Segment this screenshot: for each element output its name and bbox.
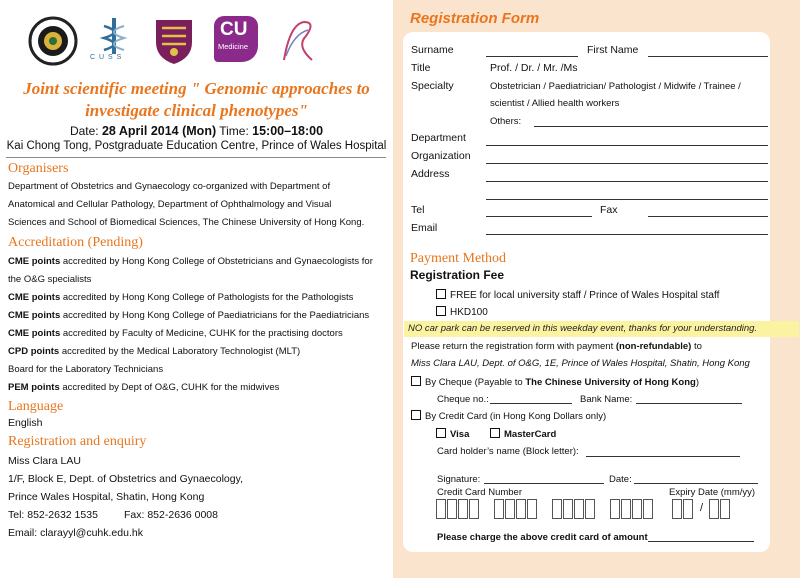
mastercard-option[interactable]: MasterCard <box>490 428 556 440</box>
pay-by-credit-card-option[interactable]: By Credit Card (in Hong Kong Dollars only) <box>411 410 606 422</box>
address-label: Address <box>411 168 450 180</box>
organization-label: Organization <box>411 150 471 162</box>
university-crest-icon <box>152 16 196 66</box>
accreditation-item: PEM points accredited by Dept of O&G, CUHK for the midwives <box>8 382 280 393</box>
contact-tel: Tel: 852-2632 1535 <box>8 509 98 521</box>
card-digit-box[interactable] <box>643 499 653 519</box>
language-value: English <box>8 417 43 429</box>
cu-medicine-logo <box>214 16 258 62</box>
language-heading: Language <box>8 399 64 414</box>
date-field[interactable] <box>634 483 758 484</box>
organization-field[interactable] <box>486 163 768 164</box>
specialty-options[interactable]: scientist / Allied health workers <box>490 98 620 109</box>
accreditation-item: CME points accredited by Hong Kong College of Pathologists for the Pathologists <box>8 292 354 303</box>
card-digit-box[interactable] <box>447 499 457 519</box>
event-info-panel <box>0 0 393 578</box>
card-holder-label: Card holder’s name (Block letter): <box>437 446 579 457</box>
cheque-no-field[interactable] <box>490 403 572 404</box>
cu-medicine-logo-text: CU <box>220 19 248 40</box>
date-label: Date: <box>69 124 99 138</box>
expiry-slash: / <box>700 502 704 514</box>
card-digit-box[interactable] <box>505 499 515 519</box>
expiry-digit-box[interactable] <box>720 499 730 519</box>
organisers-line: Anatomical and Cellular Pathology, Department of Ophthalmology and Visual <box>8 199 332 210</box>
credit-card-checkbox[interactable] <box>411 410 421 420</box>
card-digit-box[interactable] <box>436 499 446 519</box>
registration-heading: Registration and enquiry <box>8 434 147 449</box>
society-logo-icon <box>28 16 78 66</box>
email-label: Email <box>411 222 438 234</box>
mastercard-checkbox[interactable] <box>490 428 500 438</box>
signature-label: Signature: <box>437 474 481 485</box>
organisers-heading: Organisers <box>8 161 69 176</box>
event-title <box>0 78 393 122</box>
time-value: 15:00–18:00 <box>252 124 324 138</box>
card-digit-box[interactable] <box>527 499 537 519</box>
return-address: Miss Clara LAU, Dept. of O&G, 1E, Prince of Wales Hospital, Shatin, Hong Kong <box>411 358 750 369</box>
card-digit-box[interactable] <box>458 499 468 519</box>
contact-address: Prince Wales Hospital, Shatin, Hong Kong <box>8 491 205 503</box>
card-digit-box[interactable] <box>610 499 620 519</box>
card-digit-box[interactable] <box>621 499 631 519</box>
card-holder-field[interactable] <box>586 456 740 457</box>
accreditation-heading: Accreditation (Pending) <box>8 235 143 250</box>
organisers-line: Sciences and School of Biomedical Sciences, The Chinese University of Hong Kong. <box>8 217 365 228</box>
time-label: Time: <box>219 124 249 138</box>
event-title-line2: investigate clinical phenotypes" <box>85 101 308 120</box>
expiry-digit-box[interactable] <box>709 499 719 519</box>
organisers-line: Department of Obstetrics and Gynaecology co-organized with Department of <box>8 181 331 192</box>
accreditation-item: CPD points accredited by the Medical Laboratory Technologist (MLT) <box>8 346 301 357</box>
fax-field[interactable] <box>648 216 768 217</box>
signature-field[interactable] <box>484 483 604 484</box>
accreditation-list <box>8 253 388 397</box>
card-number-label: Credit Card Number <box>437 487 522 498</box>
event-date-time <box>0 124 393 138</box>
fax-label: Fax <box>600 204 618 216</box>
card-digit-box[interactable] <box>632 499 642 519</box>
card-digit-box[interactable] <box>494 499 504 519</box>
cu-medicine-logo-subtext: Medicine <box>218 42 249 51</box>
address-field[interactable] <box>486 181 768 182</box>
organisers-text <box>8 178 388 232</box>
fee-free-checkbox[interactable] <box>436 289 446 299</box>
registration-form-title: Registration Form <box>410 10 540 27</box>
accreditation-item: the O&G specialists <box>8 274 92 285</box>
charge-amount-field[interactable] <box>648 541 754 542</box>
date-label: Date: <box>609 474 632 485</box>
divider <box>6 157 386 158</box>
cuss-logo-text: C U S S <box>90 54 123 61</box>
bank-name-field[interactable] <box>636 403 742 404</box>
card-digit-box[interactable] <box>516 499 526 519</box>
accreditation-item: CME points accredited by Hong Kong College of Paediatricians for the Paediatricians <box>8 310 370 321</box>
others-label: Others: <box>490 116 522 127</box>
card-digit-box[interactable] <box>552 499 562 519</box>
visa-checkbox[interactable] <box>436 428 446 438</box>
department-label: Department <box>411 132 466 144</box>
title-options[interactable]: Prof. / Dr. / Mr. /Ms <box>490 62 578 74</box>
department-field[interactable] <box>486 145 768 146</box>
expiry-digit-box[interactable] <box>672 499 682 519</box>
surname-label: Surname <box>411 44 454 56</box>
ribbon-logo-icon <box>276 16 320 66</box>
specialty-options[interactable]: Obstetrician / Paediatrician/ Pathologist / Midwife / Trainee / <box>490 81 741 92</box>
specialty-label: Specialty <box>411 80 454 92</box>
cheque-checkbox[interactable] <box>411 376 421 386</box>
expiry-label: Expiry Date (mm/yy) <box>669 487 756 498</box>
surname-field[interactable] <box>486 56 578 57</box>
contact-fax: Fax: 852-2636 0008 <box>124 509 218 521</box>
card-digit-box[interactable] <box>585 499 595 519</box>
email-field[interactable] <box>486 234 768 235</box>
accreditation-item: CME points accredited by Hong Kong College of Obstetricians and Gynaecologists for <box>8 256 373 267</box>
contact-email: Email: clarayyl@cuhk.edu.hk <box>8 527 143 539</box>
event-venue: Kai Chong Tong, Postgraduate Education Centre, Prince of Wales Hospital <box>6 140 387 152</box>
visa-option[interactable]: Visa <box>436 428 469 440</box>
card-digit-box[interactable] <box>563 499 573 519</box>
registration-fee-heading: Registration Fee <box>410 268 505 282</box>
fee-hkd-checkbox[interactable] <box>436 306 446 316</box>
event-title-line1: Joint scientific meeting " Genomic approaches to <box>23 79 370 98</box>
payment-method-heading: Payment Method <box>410 251 507 266</box>
car-park-notice: NO car park can be reserved in this weekday event, thanks for your understanding. <box>404 321 799 337</box>
first-name-field[interactable] <box>648 56 768 57</box>
address-field-line2[interactable] <box>486 199 768 200</box>
tel-field[interactable] <box>486 216 592 217</box>
return-instructions: Please return the registration form with payment (non-refundable) to <box>411 341 702 352</box>
fee-option-hkd[interactable]: HKD100 <box>436 306 488 318</box>
pay-by-cheque-option[interactable]: By Cheque (Payable to The Chinese University of Hong Kong) <box>411 376 699 388</box>
tel-label: Tel <box>411 204 425 216</box>
first-name-label: First Name <box>587 44 639 56</box>
date-value: 28 April 2014 (Mon) <box>101 124 217 138</box>
logo-strip <box>28 12 348 68</box>
cheque-no-label: Cheque no.: <box>437 394 489 405</box>
bank-name-label: Bank Name: <box>580 394 633 405</box>
charge-amount-label: Please charge the above credit card of amount <box>437 532 648 543</box>
title-label: Title <box>411 62 431 74</box>
others-field[interactable] <box>534 126 768 127</box>
accreditation-item: CME points accredited by Faculty of Medicine, CUHK for the practising doctors <box>8 328 343 339</box>
fee-option-free[interactable]: FREE for local university staff / Prince of Wales Hospital staff <box>436 289 719 301</box>
contact-address: 1/F, Block E, Dept. of Obstetrics and Gynaecology, <box>8 473 243 485</box>
card-digit-box[interactable] <box>469 499 479 519</box>
accreditation-item: Board for the Laboratory Technicians <box>8 364 164 375</box>
card-digit-box[interactable] <box>574 499 584 519</box>
contact-name: Miss Clara LAU <box>8 455 81 467</box>
expiry-digit-box[interactable] <box>683 499 693 519</box>
